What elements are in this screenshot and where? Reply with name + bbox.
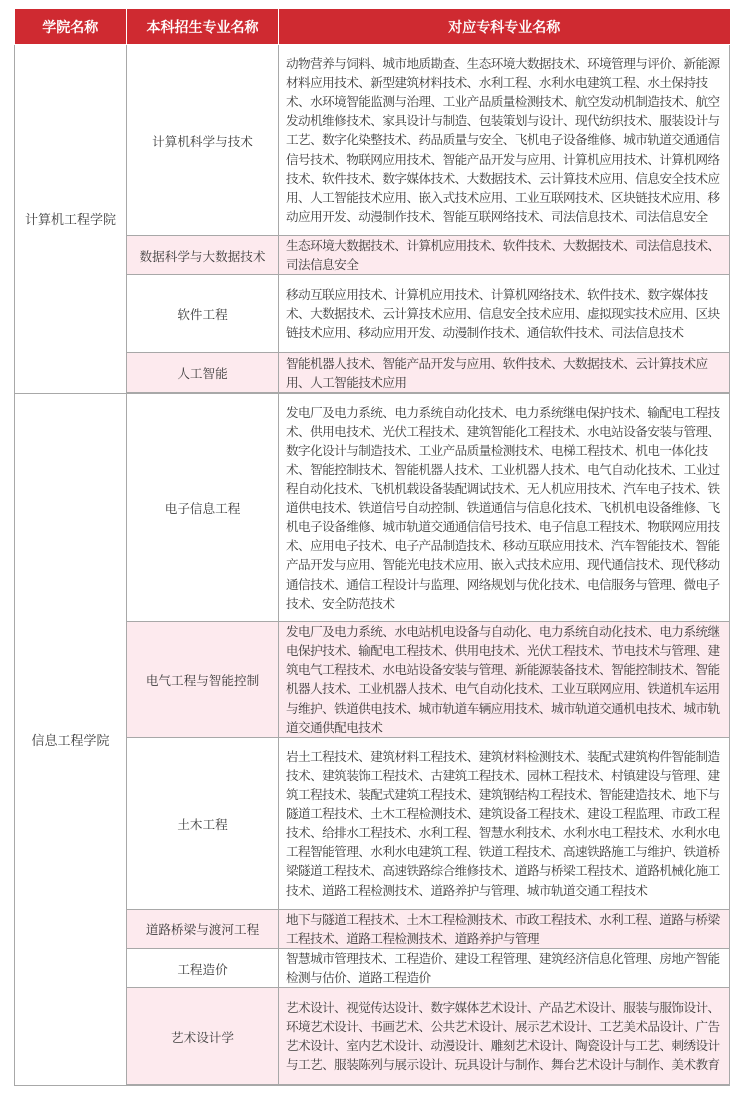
major-name: 计算机科学与技术 — [127, 45, 279, 236]
college-name: 信息工程学院 — [15, 393, 127, 1085]
related-majors: 生态环境大数据技术、计算机应用技术、软件技术、大数据技术、司法信息技术、司法信息安全 — [279, 236, 730, 275]
related-majors: 艺术设计、视觉传达设计、数字媒体艺术设计、产品艺术设计、服装与服饰设计、环境艺术设计、书画艺术、公共艺术设计、展示艺术设计、工艺美术品设计、广告艺术设计、室内艺术设计、动漫设计、雕刻艺术设计、陶瓷设计与工艺、刺绣设计与工艺、服装陈列与展示设计、玩具设计与制作、舞台艺术设计与制作、美术教育 — [279, 988, 730, 1086]
related-majors: 发电厂及电力系统、水电站机电设备与自动化、电力系统自动化技术、电力系统继电保护技术、输配电工程技术、供用电技术、光伏工程技术、节电技术与管理、建筑电气工程技术、水电站设备安装与管理、新能源装备技术、智能控制技术、智能机器人技术、工业机器人技术、电气自动化技术、工业互联网应用、铁道机车运用与维护、铁道供电技术、城市轨道车辆应用技术、城市轨道交通机电技术、城市轨道交通供配电技术 — [279, 622, 730, 738]
header-major: 本科招生专业名称 — [127, 9, 279, 45]
related-majors: 移动互联应用技术、计算机应用技术、计算机网络技术、软件技术、数字媒体技术、大数据技术、云计算技术应用、信息安全技术应用、虚拟现实技术应用、区块链技术应用、移动应用开发、动漫制作技术、通信软件技术、司法信息技术 — [279, 275, 730, 353]
college-name: 计算机工程学院 — [15, 45, 127, 394]
major-name: 电子信息工程 — [127, 393, 279, 622]
related-majors: 岩土工程技术、建筑材料工程技术、建筑材料检测技术、装配式建筑构件智能制造技术、建筑装饰工程技术、古建筑工程技术、园林工程技术、村镇建设与管理、建筑工程技术、装配式建筑工程技术、建筑钢结构工程技术、智能建造技术、地下与隧道工程技术、土木工程检测技术、建筑设备工程技术、建设工程监理、市政工程技术、给排水工程技术、水利工程、智慧水利技术、水利水电工程技术、水利水电工程智能管理、水利水电建筑工程、铁道工程技术、高速铁路施工与维护、铁道桥梁隧道工程技术、高速铁路综合维修技术、道路与桥梁工程技术、道路机械化施工技术、道路工程检测技术、道路养护与管理、城市轨道交通工程技术 — [279, 737, 730, 909]
table-header-row — [15, 9, 730, 45]
major-name: 电气工程与智能控制 — [127, 622, 279, 738]
table-row — [15, 393, 730, 622]
related-majors: 智能机器人技术、智能产品开发与应用、软件技术、大数据技术、云计算技术应用、人工智能技术应用 — [279, 353, 730, 394]
table-row — [15, 45, 730, 236]
major-mapping-table — [14, 9, 730, 1086]
major-name: 土木工程 — [127, 737, 279, 909]
related-majors: 智慧城市管理技术、工程造价、建设工程管理、建筑经济信息化管理、房地产智能检测与估价、道路工程造价 — [279, 948, 730, 987]
major-name: 道路桥梁与渡河工程 — [127, 909, 279, 948]
header-college: 学院名称 — [15, 9, 127, 45]
related-majors: 动物营养与饲料、城市地质勘查、生态环境大数据技术、环境管理与评价、新能源材料应用技术、新型建筑材料技术、水利工程、水利水电建筑工程、水土保持技术、水环境智能监测与治理、工业产品质量检测技术、航空发动机制造技术、航空发动机维修技术、家具设计与制造、包装策划与设计、现代纺织技术、服装设计与工艺、数字化染整技术、药品质量与安全、飞机电子设备维修、城市轨道交通通信信号技术、物联网应用技术、智能产品开发与应用、计算机应用技术、计算机网络技术、软件技术、数字媒体技术、大数据技术、云计算技术应用、信息安全技术应用、人工智能技术应用、嵌入式技术应用、工业互联网技术、区块链技术应用、移动应用开发、动漫制作技术、智能互联网络技术、司法信息技术、司法信息安全 — [279, 45, 730, 236]
major-name: 工程造价 — [127, 948, 279, 987]
major-name: 软件工程 — [127, 275, 279, 353]
major-name: 人工智能 — [127, 353, 279, 394]
related-majors: 发电厂及电力系统、电力系统自动化技术、电力系统继电保护技术、输配电工程技术、供用电技术、光伏工程技术、建筑智能化工程技术、水电站设备安装与管理、数字化设计与制造技术、工业产品质量检测技术、电梯工程技术、机电一体化技术、智能控制技术、智能机器人技术、工业机器人技术、电气自动化技术、工业过程自动化技术、飞机机载设备装配调试技术、无人机应用技术、汽车电子技术、铁道供电技术、铁道信号自动控制、铁道通信与信息化技术、飞机机电设备维修、飞机电子设备维修、城市轨道交通通信信号技术、电子信息工程技术、物联网应用技术、应用电子技术、电子产品制造技术、移动互联应用技术、汽车智能技术、智能产品开发与应用、智能光电技术应用、嵌入式技术应用、现代通信技术、现代移动通信技术、通信工程设计与监理、网络规划与优化技术、电信服务与管理、微电子技术、安全防范技术 — [279, 393, 730, 622]
major-name: 艺术设计学 — [127, 988, 279, 1086]
header-related: 对应专科专业名称 — [279, 9, 730, 45]
related-majors: 地下与隧道工程技术、土木工程检测技术、市政工程技术、水利工程、道路与桥梁工程技术、道路工程检测技术、道路养护与管理 — [279, 909, 730, 948]
major-name: 数据科学与大数据技术 — [127, 236, 279, 275]
